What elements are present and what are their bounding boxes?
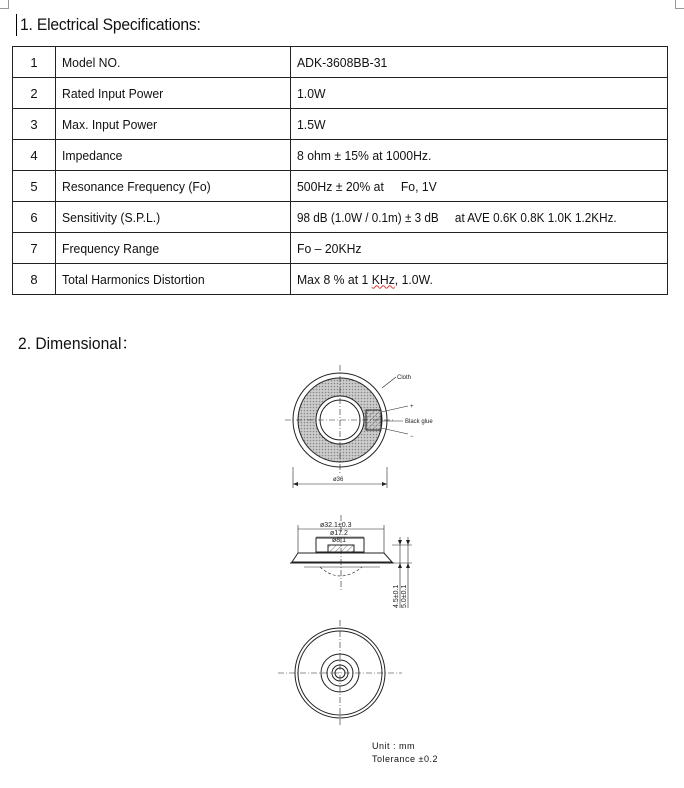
row-number[interactable]: 8	[13, 264, 56, 295]
table-row	[13, 47, 668, 78]
frame-profile	[292, 553, 392, 562]
spec-name[interactable]: Model NO.	[56, 47, 291, 78]
spec-value[interactable]: 500Hz ± 20% at Fo, 1V	[291, 171, 668, 202]
section-heading-dimensional[interactable]: 2. Dimensional：	[18, 334, 138, 353]
row-number[interactable]: 4	[13, 140, 56, 171]
spec-name[interactable]: Sensitivity (S.P.L.)	[56, 202, 291, 233]
table-row	[13, 264, 668, 295]
row-number[interactable]: 5	[13, 171, 56, 202]
spec-value[interactable]: Max 8 % at 1 KHz, 1.0W.	[291, 264, 668, 295]
dim-inner-diameter: ø8.1	[332, 537, 347, 544]
row-number[interactable]: 1	[13, 47, 56, 78]
row-number[interactable]: 7	[13, 233, 56, 264]
table-row	[13, 233, 668, 264]
page-corner-mark-left	[0, 0, 9, 9]
row-number[interactable]: 6	[13, 202, 56, 233]
bottom-view	[278, 620, 402, 727]
row-number[interactable]: 2	[13, 78, 56, 109]
table-row	[13, 78, 668, 109]
label-cloth: Cloth	[397, 375, 412, 381]
spellcheck-underline: KHz	[371, 271, 395, 287]
page-corner-mark-right	[675, 0, 684, 9]
spec-value[interactable]: 8 ohm ± 15% at 1000Hz.	[291, 140, 668, 171]
spec-value[interactable]: ADK-3608BB-31	[291, 47, 668, 78]
dim-height-2: 5.0±0.1	[401, 584, 408, 608]
spec-name[interactable]: Impedance	[56, 140, 291, 171]
spec-name[interactable]: Total Harmonics Distortion	[56, 264, 291, 295]
label-minus: −	[410, 434, 414, 440]
top-view	[285, 365, 408, 488]
spec-value[interactable]: 98 dB (1.0W / 0.1m) ± 3 dB at AVE 0.6K 0.8K 1.0K 1.2KHz.	[291, 202, 668, 233]
spec-name[interactable]: Rated Input Power	[56, 78, 291, 109]
spec-value[interactable]: 1.5W	[291, 109, 668, 140]
section-heading-electrical[interactable]: 1. Electrical Specifications:	[20, 15, 201, 34]
label-black-glue: Black glue	[405, 419, 433, 425]
dimensional-drawing	[0, 355, 684, 735]
text-cursor	[16, 14, 17, 36]
spec-name[interactable]: Frequency Range	[56, 233, 291, 264]
dim-outer-diameter: ø36	[333, 477, 344, 483]
row-number[interactable]: 3	[13, 109, 56, 140]
spec-value[interactable]: 1.0W	[291, 78, 668, 109]
units-note: Unit : mm	[372, 741, 416, 751]
label-plus: +	[410, 404, 414, 410]
dim-height-1: 4.5±0.1	[393, 584, 400, 608]
table-row	[13, 202, 668, 233]
tolerance-note: Tolerance ±0.2	[372, 754, 438, 764]
spec-table	[12, 46, 668, 295]
table-row	[13, 109, 668, 140]
spec-value[interactable]: Fo – 20KHz	[291, 233, 668, 264]
dim-magnet-diameter: ø17.2	[330, 530, 348, 537]
dim-frame-diameter: ø32.1±0.3	[320, 522, 352, 529]
table-row	[13, 140, 668, 171]
table-row	[13, 171, 668, 202]
spec-name[interactable]: Max. Input Power	[56, 109, 291, 140]
spec-name[interactable]: Resonance Frequency (Fo)	[56, 171, 291, 202]
